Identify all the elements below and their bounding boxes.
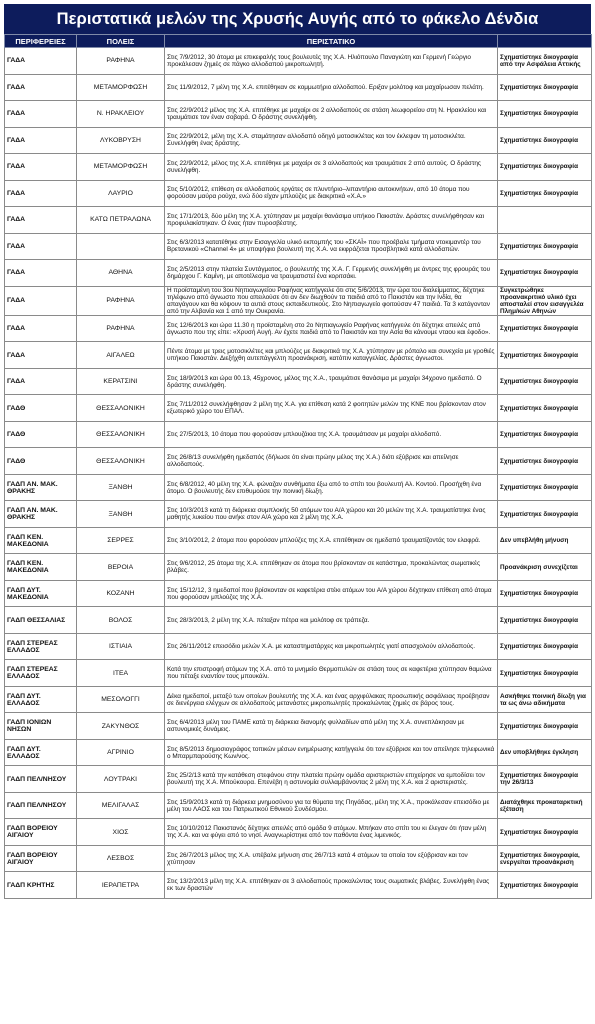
incident-cell: Στις 3/10/2012, 2 άτομα που φορούσαν μπλούζες της Χ.Α. επιτέθηκαν σε ημεδαπό τραυματίζοντάς τον ελαφρά. [165, 527, 498, 554]
status-cell: Σχηματίστηκε δικογραφία, ενεργείται προανάκριση [498, 845, 592, 872]
incident-cell: Πέντε άτομα με τρεις μοτοσικλέτες και μπλούζες με διακριτικά της Χ.Α. χτύπησαν με ρόπαλο και συνεχεία με γροθιές υπήκοο Πακιστάν. Διεξήχθη αυτεπάγγελτη προανάκριση, κατόπιν καταγγελίας. Δράστες άγνωστοι. [165, 342, 498, 369]
table-row [5, 766, 592, 793]
incident-cell: Στις 8/5/2013 δημοσιογράφος τοπικών μέσων ενημέρωσης κατήγγειλε ότι τον εξύβρισε και τον απείλησε τηλεφωνικά ο Μπαρμπαρούσης Κων/νος. [165, 739, 498, 766]
city-cell: ΑΘΗΝΑ [77, 260, 165, 287]
status-cell [498, 207, 592, 234]
table-row [5, 286, 592, 315]
city-cell: ΞΑΝΘΗ [77, 501, 165, 528]
city-cell: ΛΑΥΡΙΟ [77, 180, 165, 207]
status-cell: Σχηματίστηκε δικογραφία [498, 607, 592, 634]
region-cell: ΓΑΔΑ [5, 342, 77, 369]
status-cell: Σχηματίστηκε δικογραφία [498, 154, 592, 181]
status-cell: Σχηματίστηκε δικογραφία [498, 101, 592, 128]
region-cell: ΓΑΔΑ [5, 101, 77, 128]
status-cell: Διατάχθηκε προκαταρκτική εξέταση [498, 792, 592, 819]
table-row [5, 395, 592, 422]
incident-cell: Στις 6/8/2012, 40 μέλη της Χ.Α. φώναζαν συνθήματα έξω από το σπίτι του βουλευτή Αλ. Κοντού. Προσήχθη ένα άτομο. Ο βουλευτής δεν επιθυμούσε την ποινική δίωξη. [165, 474, 498, 501]
incident-cell: Στις 2/5/2013 στην πλατεία Συντάγματος, ο βουλευτής της Χ.Α. Γ. Γερμενής συνελήφθη με άντρες της φρουράς του δημάρχου Γ. Καμίνη, με αποτέλεσμα να τραυματιστεί ένα κοριτσάκι. [165, 260, 498, 287]
table-row [5, 342, 592, 369]
city-cell: ΖΑΚΥΝΘΟΣ [77, 713, 165, 740]
status-cell: Σχηματίστηκε δικογραφία [498, 127, 592, 154]
status-cell: Σχηματίστηκε δικογραφία [498, 501, 592, 528]
region-cell: ΓΑΔΑ [5, 286, 77, 315]
status-cell: Σχηματίστηκε δικογραφία την 26/3/13 [498, 766, 592, 793]
incident-cell: Στις 11/9/2012, 7 μέλη της Χ.Α. επιτέθηκαν σε κομμωτήριο αλλοδαπού. Εριξαν μολότοφ και μαχαίρωσαν πελάτη. [165, 74, 498, 101]
city-cell: ΛΟΥΤΡΑΚΙ [77, 766, 165, 793]
table-row [5, 713, 592, 740]
region-cell: ΓΑΔΠ ΠΕΛ/ΝΗΣΟΥ [5, 766, 77, 793]
incident-cell: Στις 22/9/2012 μέλος της Χ.Α. επιτέθηκε με μαχαίρι σε 2 αλλοδαπούς σε στάση λεωφορείου στη Ν. Ηρακλείου και τραυμάτισε τον έναν σοβαρά. Ο δράστης συνελήφθη. [165, 101, 498, 128]
region-cell: ΓΑΔΠ ΙΟΝΙΩΝ ΝΗΣΩΝ [5, 713, 77, 740]
status-cell: Σχηματίστηκε δικογραφία [498, 633, 592, 660]
status-cell: Προανάκριση συνεχίζεται [498, 554, 592, 581]
table-row [5, 74, 592, 101]
table-row [5, 845, 592, 872]
incident-cell: Κατά την επιστροφή ατόμων της Χ.Α. από το μνημείο Θερμοπυλών σε στάση τους σε καφετέρια χτύπησαν θαμώνα που πέταξε εναντίον τους μπουκάλι. [165, 660, 498, 687]
region-cell: ΓΑΔΘ [5, 395, 77, 422]
status-cell: Σχηματίστηκε δικογραφία [498, 395, 592, 422]
region-cell: ΓΑΔΑ [5, 207, 77, 234]
document [4, 4, 591, 899]
region-cell: ΓΑΔΑ [5, 180, 77, 207]
city-cell: ΒΟΛΟΣ [77, 607, 165, 634]
table-row [5, 315, 592, 342]
city-cell: ΡΑΦΗΝΑ [77, 315, 165, 342]
status-cell: Σχηματίστηκε δικογραφία [498, 74, 592, 101]
incident-cell: Στις 18/9/2013 και ώρα 00.13, 45χρονος, μέλος της Χ.Α., τραυμάτισε θανάσιμα με μαχαίρι 34χρονο ημεδαπό. Ο δράστης συνελήφθη. [165, 368, 498, 395]
city-cell: ΜΕΣΟΛΟΓΓΙ [77, 686, 165, 713]
region-cell: ΓΑΔΠ ΚΕΝ. ΜΑΚΕΔΟΝΙΑ [5, 554, 77, 581]
table-row [5, 607, 592, 634]
incident-cell: Η προϊσταμένη του 3ου Νηπιαγωγείου Ραφήνας κατήγγειλε ότι στις 5/6/2013, την ώρα του διαλείμματος, δέχτηκε τηλέφωνο από άγνωστο που απειλούσε ότι αν δεν διωχθούν τα παιδιά από το Πακιστάν και την Ινδία, θα απαγάγουν και θα κόψουν τα αυτιά στους εκπαιδευτικούς. Στο Νηπιαγωγείο φοιτούσαν 47 παιδιά. Τα 3 κατάγονταν από την Αλβανία και 1 από την Ουκρανία. [165, 286, 498, 315]
table-row [5, 154, 592, 181]
header-regions: ΠΕΡΙΦΕΡΕΙΕΣ [5, 35, 77, 48]
incidents-table [4, 34, 592, 899]
status-cell: Σχηματίστηκε δικογραφία [498, 660, 592, 687]
table-row [5, 180, 592, 207]
incident-cell: Στις 7/9/2012, 30 άτομα με επικεφαλής τους βουλευτές της Χ.Α. Ηλιόπουλο Παναγιώτη και Γερμενή Γεώργιο προκάλεσαν ζημιές σε πάγκο αλλοδαπού μικροπωλητή. [165, 48, 498, 75]
region-cell: ΓΑΔΠ ΚΡΗΤΗΣ [5, 872, 77, 899]
table-row [5, 501, 592, 528]
city-cell: ΜΕΤΑΜΟΡΦΩΣΗ [77, 154, 165, 181]
status-cell: Σχηματίστηκε δικογραφία [498, 474, 592, 501]
table-row [5, 527, 592, 554]
city-cell: ΜΕΤΑΜΟΡΦΩΣΗ [77, 74, 165, 101]
region-cell: ΓΑΔΑ [5, 74, 77, 101]
city-cell: ΚΟΖΑΝΗ [77, 580, 165, 607]
region-cell: ΓΑΔΑ [5, 368, 77, 395]
region-cell: ΓΑΔΠ ΔΥΤ. ΕΛΛΑΔΟΣ [5, 739, 77, 766]
status-cell: Σχηματίστηκε δικογραφία [498, 342, 592, 369]
table-row [5, 554, 592, 581]
region-cell: ΓΑΔΠ ΒΟΡΕΙΟΥ ΑΙΓΑΙΟΥ [5, 845, 77, 872]
incident-cell: Στις 7/11/2012 συνελήφθησαν 2 μέλη της Χ.Α. για επίθεση κατά 2 φοιτητών μελών της ΚΝΕ που βρίσκονταν στον εξωτερικό χώρο του ΕΠΑΛ. [165, 395, 498, 422]
city-cell: ΚΕΡΑΤΣΙΝΙ [77, 368, 165, 395]
region-cell: ΓΑΔΘ [5, 421, 77, 448]
city-cell: ΘΕΣΣΑΛΟΝΙΚΗ [77, 395, 165, 422]
region-cell: ΓΑΔΑ [5, 48, 77, 75]
region-cell: ΓΑΔΑ [5, 154, 77, 181]
header-incident: ΠΕΡΙΣΤΑΤΙΚΟ [165, 35, 498, 48]
table-row [5, 686, 592, 713]
incident-cell: Στις 27/5/2013, 10 άτομα που φορούσαν μπλουζάκια της Χ.Α. τραυμάτισαν με μαχαίρι αλλοδαπό. [165, 421, 498, 448]
region-cell: ΓΑΔΠ ΘΕΣΣΑΛΙΑΣ [5, 607, 77, 634]
region-cell: ΓΑΔΠ ΔΥΤ. ΜΑΚΕΔΟΝΙΑ [5, 580, 77, 607]
table-row [5, 127, 592, 154]
region-cell: ΓΑΔΠ ΒΟΡΕΙΟΥ ΑΙΓΑΙΟΥ [5, 819, 77, 846]
city-cell: ΙΣΤΙΑΙΑ [77, 633, 165, 660]
status-cell: Σχηματίστηκε δικογραφία [498, 233, 592, 260]
incident-cell: Στις 15/9/2013 κατά τη διάρκεια μνημοσύνου για τα θύματα της Πηγάδας, μέλη της Χ.Α., προκάλεσαν επεισόδιο με μέλη του ΛΑΟΣ και του Πατριωτικού Εθνικού Συνδέσμου. [165, 792, 498, 819]
table-row [5, 233, 592, 260]
status-cell: Σχηματίστηκε δικογραφία [498, 713, 592, 740]
status-cell: Σχηματίστηκε δικογραφία [498, 421, 592, 448]
status-cell: Σχηματίστηκε δικογραφία [498, 180, 592, 207]
city-cell: ΘΕΣΣΑΛΟΝΙΚΗ [77, 421, 165, 448]
region-cell: ΓΑΔΠ ΔΥΤ. ΕΛΛΑΔΟΣ [5, 686, 77, 713]
city-cell: ΒΕΡΟΙΑ [77, 554, 165, 581]
region-cell: ΓΑΔΑ [5, 127, 77, 154]
incident-cell: Στις 13/2/2013 μέλη της Χ.Α. επιτέθηκαν σε 3 αλλοδαπούς προκαλώντας τους σωματικές βλάβες. Συνελήφθη ένας εκ των δραστών [165, 872, 498, 899]
incident-cell: Στις 9/6/2012, 25 άτομα της Χ.Α. επιτέθηκαν σε άτομα που βρίσκονταν σε κατάστημα, προκαλώντας σωματικές βλάβες. [165, 554, 498, 581]
incident-cell: Στις 10/10/2012 Πακιστανός δέχτηκε απειλές από ομάδα 9 ατόμων. Μπήκαν στο σπίτι του κι έλεγαν ότι ήταν μέλη της Χ.Α. και να φύγει από το νησί. Αναγνωρίστηκε από τον παθόντα ένας λιμενικός. [165, 819, 498, 846]
status-cell: Σχηματίστηκε δικογραφία [498, 260, 592, 287]
status-cell: Ασκήθηκε ποινική δίωξη για τα ως άνω αδικήματα [498, 686, 592, 713]
table-row [5, 633, 592, 660]
region-cell: ΓΑΔΠ ΠΕΛ/ΝΗΣΟΥ [5, 792, 77, 819]
region-cell: ΓΑΔΠ ΑΝ. ΜΑΚ. ΘΡΑΚΗΣ [5, 474, 77, 501]
incident-cell: Στις 28/3/2013, 2 μέλη της Χ.Α. πέταξαν πέτρα και μολότοφ σε τράπεζα. [165, 607, 498, 634]
table-row [5, 739, 592, 766]
table-row [5, 819, 592, 846]
header-cities: ΠΟΛΕΙΣ [77, 35, 165, 48]
incident-cell: Στις 10/3/2013 κατά τη διάρκεια συμπλοκής 50 ατόμων του Α/Α χώρου και 20 μελών της Χ.Α. τραυματίστηκε ένας μαθητής λυκείου που ανήκε στον Α/Α χώρο και 2 μέλη της Χ.Α. [165, 501, 498, 528]
table-row [5, 474, 592, 501]
region-cell: ΓΑΔΑ [5, 260, 77, 287]
region-cell: ΓΑΔΠ ΣΤΕΡΕΑΣ ΕΛΛΑΔΟΣ [5, 633, 77, 660]
city-cell: ΞΑΝΘΗ [77, 474, 165, 501]
status-cell: Δεν υποβλήθηκε έγκληση [498, 739, 592, 766]
incident-cell: Στις 26/11/2012 επεισόδιο μελών Χ.Α. με καταστηματάρχες και μικροπωλητές γιατί απασχολούν αλλοδαπούς. [165, 633, 498, 660]
region-cell: ΓΑΔΘ [5, 448, 77, 475]
status-cell: Σχηματίστηκε δικογραφία από την Ασφάλεια Αττικής [498, 48, 592, 75]
table-row [5, 660, 592, 687]
city-cell: Ν. ΗΡΑΚΛΕΙΟΥ [77, 101, 165, 128]
page-title: Περιστατικά μελών της Χρυσής Αυγής από το φάκελο Δένδια [4, 4, 591, 34]
status-cell: Σχηματίστηκε δικογραφία [498, 819, 592, 846]
status-cell: Σχηματίστηκε δικογραφία [498, 872, 592, 899]
table-row [5, 207, 592, 234]
city-cell: ΑΙΓΑΛΕΩ [77, 342, 165, 369]
city-cell: ΘΕΣΣΑΛΟΝΙΚΗ [77, 448, 165, 475]
table-row [5, 872, 592, 899]
status-cell: Σχηματίστηκε δικογραφία [498, 368, 592, 395]
table-row [5, 580, 592, 607]
city-cell: ΧΙΟΣ [77, 819, 165, 846]
header-status [498, 35, 592, 48]
status-cell: Δεν υπεβλήθη μήνυση [498, 527, 592, 554]
city-cell: ΡΑΦΗΝΑ [77, 286, 165, 315]
table-row [5, 48, 592, 75]
incident-cell: Στις 6/4/2013 μέλη του ΠΑΜΕ κατά τη διάρκεια διανομής φυλλαδίων από μέλη της Χ.Α. συνεπλάκησαν με αστυνομικές δυνάμεις. [165, 713, 498, 740]
city-cell: ΙΕΡΑΠΕΤΡΑ [77, 872, 165, 899]
incident-cell: Στις 26/7/2013 μέλος της Χ.Α. υπέβαλε μήνυση στις 26/7/13 κατά 4 ατόμων τα οποία τον εξύβρισαν και τον χτύπησαν [165, 845, 498, 872]
incident-cell: Στις 17/1/2013, δύο μέλη της Χ.Α. χτύπησαν με μαχαίρι θανάσιμα υπήκοο Πακιστάν. Δράστες συνελήφθησαν και προφυλακίστηκαν. Ο ένας ήταν πυροσβέστης. [165, 207, 498, 234]
table-row [5, 792, 592, 819]
table-body [5, 48, 592, 899]
status-cell: Σχηματίστηκε δικογραφία [498, 448, 592, 475]
region-cell: ΓΑΔΠ ΚΕΝ. ΜΑΚΕΔΟΝΙΑ [5, 527, 77, 554]
incident-cell: Στις 6/3/2013 κατατέθηκε στην Εισαγγελία υλικό εκπομπής του «ΣΚΑΪ» που προέβαλε τμήματα ντοκιμαντέρ του Βρετανικού «Channel 4» με υποψήφιο βουλευτή της Χ.Α. να εκφράζεται προσβλητικά κατά αλλοδαπών. [165, 233, 498, 260]
table-header [5, 35, 592, 48]
region-cell: ΓΑΔΑ [5, 315, 77, 342]
region-cell: ΓΑΔΑ [5, 233, 77, 260]
table-row [5, 448, 592, 475]
incident-cell: Στις 22/9/2012, μέλη της Χ.Α. σταμάτησαν αλλοδαπό οδηγό μοτοσικλέτας και τον έκλεψαν τη μοτοσικλέτα. Συνελήφθη ένας δράστης. [165, 127, 498, 154]
table-row [5, 101, 592, 128]
city-cell: ΣΕΡΡΕΣ [77, 527, 165, 554]
region-cell: ΓΑΔΠ ΑΝ. ΜΑΚ. ΘΡΑΚΗΣ [5, 501, 77, 528]
incident-cell: Στις 22/9/2012, μέλος της Χ.Α. επιτέθηκε με μαχαίρι σε 3 αλλοδαπούς και τραυμάτισε 2 από αυτούς. Ο δράστης συνελήφθη. [165, 154, 498, 181]
city-cell [77, 233, 165, 260]
status-cell: Συγκετρώθηκε προανακριτικό υλικό έχει αποσταλεί στον εισαγγελέα Πλημ/κών Αθηνών [498, 286, 592, 315]
table-row [5, 421, 592, 448]
city-cell: ΜΕΛΙΓΑΛΑΣ [77, 792, 165, 819]
city-cell: ΛΥΚΟΒΡΥΣΗ [77, 127, 165, 154]
table-row [5, 260, 592, 287]
region-cell: ΓΑΔΠ ΣΤΕΡΕΑΣ ΕΛΛΑΔΟΣ [5, 660, 77, 687]
city-cell: ΑΓΡΙΝΙΟ [77, 739, 165, 766]
incident-cell: Στις 12/6/2013 και ώρα 11.30 η προϊσταμένη στο 2ο Νηπιαγωγείο Ραφήνας κατήγγειλε ότι δέχτηκε απειλές από άγνωστο που της είπε: «Χρυσή Αυγή. Αν έχετε παιδιά από το Πακιστάν και την Ασία θα κάνουμε νταου και έφοδο». [165, 315, 498, 342]
incident-cell: Στις 5/10/2012, επίθεση σε αλλοδαπούς εργάτες σε πλυντήριο–λιπαντήριο αυτοκινήτων, από 10 άτομα που φορούσαν μαύρα ρούχα, ενώ δύο είχαν μπλούζες με διακριτικά «Χ.Α.» [165, 180, 498, 207]
table-row [5, 368, 592, 395]
incident-cell: Στις 25/2/13 κατά την κατάθεση στεφάνου στην πλατεία πρώην ομάδα αριστεριστών επιχείρησε να εμποδίσει τον βουλευτή της Χ.Α. Μπούκουρα. Επενέβη η αστυνομία συλλαμβάνοντας 2 μέλη της Χ.Α. και 2 αριστεριστές. [165, 766, 498, 793]
status-cell: Σχηματίστηκε δικογραφία [498, 580, 592, 607]
incident-cell: Στις 15/12/12, 3 ημεδαποί που βρίσκονταν σε καφετέρια στέκι ατόμων του Α/Α χώρου δέχτηκαν επίθεση από άτομα που φορούσαν μπλούζες της Χ.Α. [165, 580, 498, 607]
status-cell: Σχηματίστηκε δικογραφία [498, 315, 592, 342]
city-cell: ΙΤΕΑ [77, 660, 165, 687]
city-cell: ΚΑΤΩ ΠΕΤΡΑΛΩΝΑ [77, 207, 165, 234]
incident-cell: Στις 26/8/13 συνελήφθη ημεδαπός (δήλωσε ότι είναι πρώην μέλος της Χ.Α.) διότι εξύβρισε και απείλησε αλλοδαπούς. [165, 448, 498, 475]
city-cell: ΡΑΦΗΝΑ [77, 48, 165, 75]
city-cell: ΛΕΣΒΟΣ [77, 845, 165, 872]
incident-cell: Δέκα ημεδαποί, μεταξύ των οποίων βουλευτής της Χ.Α. και ένας αρχιφύλακας προσωπικής ασφάλειας προέβησαν σε διενέργεια ελέγχων σε αλλοδαπούς μετανάστες μικροπωλητές προκαλώντας ζημιές σε βάρος τους. [165, 686, 498, 713]
